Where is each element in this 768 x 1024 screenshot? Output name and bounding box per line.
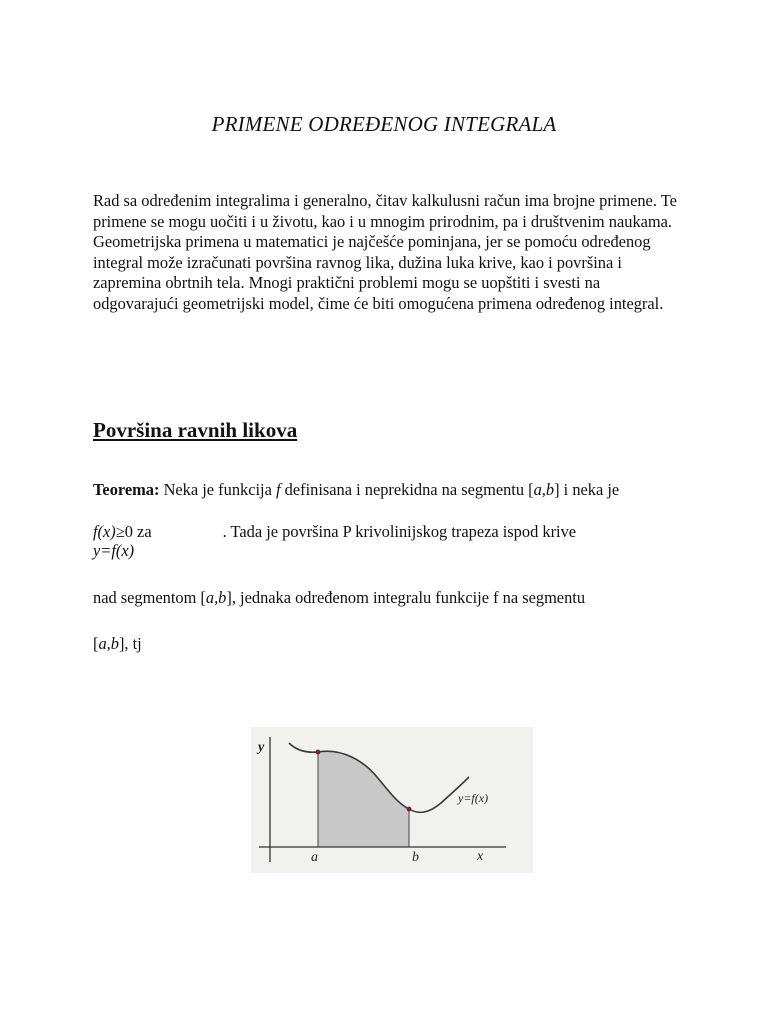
theorem-text-2a: ≥0 za [115,522,152,541]
theorem-text-4a: nad segmentom [ [93,588,206,607]
fx-expression: f(x) [93,522,116,541]
theorem-text-1c: ] i neka je [554,480,620,499]
x-axis-label: x [477,849,484,864]
theorem-line-1 [93,480,619,500]
theorem-text-1a: Neka je funkcija [159,480,276,499]
theorem-text-2b: . Tada je površina P krivolinijskog trapeza ispod krive [222,522,577,541]
theorem-line-3 [93,541,134,561]
theorem-text-5a: [ [93,634,99,653]
theorem-line-5 [93,634,142,654]
theorem-text-4b: ], jednaka određenom integralu funkcije f na segmentu [226,588,586,607]
segment-ab-3: a,b [98,634,119,653]
segment-ab-2: a,b [205,588,227,607]
theorem-line-4 [93,588,585,608]
curve-equation: y=f(x) [93,541,135,560]
b-label: b [412,850,419,865]
figure-svg [251,727,533,873]
intro-paragraph: Rad sa određenim integralima i generalno, čitav kalkulusni račun ima brojne primene. Te primene se mogu uočiti i u životu, kao i u mnogim prirodnim, pa i društvenim naukama. Geometrijska primena u matematici je najčešće pominjana, jer se pomoću određenog integral može izračunati površina ravnog lika, dužina luka krive, kao i površina i zapremina obrtnih tela. Mnogi praktični problemi mogu se uopštiti i svesti na odgovarajući geometrijski model, čime će biti omogućena primena određenog integral. [93,191,677,313]
curve-label: y=f(x) [458,791,489,805]
theorem-label: Teorema: [93,480,160,499]
a-label: a [311,850,318,865]
area-under-curve-figure [251,727,533,873]
y-axis-label: y [258,740,265,755]
document-title: PRIMENE ODREĐENOG INTEGRALA [211,112,557,136]
section-heading: Površina ravnih likova [93,418,298,442]
point-b [407,807,412,812]
point-a [316,750,321,755]
theorem-text-1b: definisana i neprekidna na segmentu [ [280,480,534,499]
theorem-text-5b: ], tj [118,634,142,653]
segment-ab-1: a,b [533,480,555,499]
function-symbol-f: f [275,480,281,499]
theorem-line-2 [93,522,576,542]
